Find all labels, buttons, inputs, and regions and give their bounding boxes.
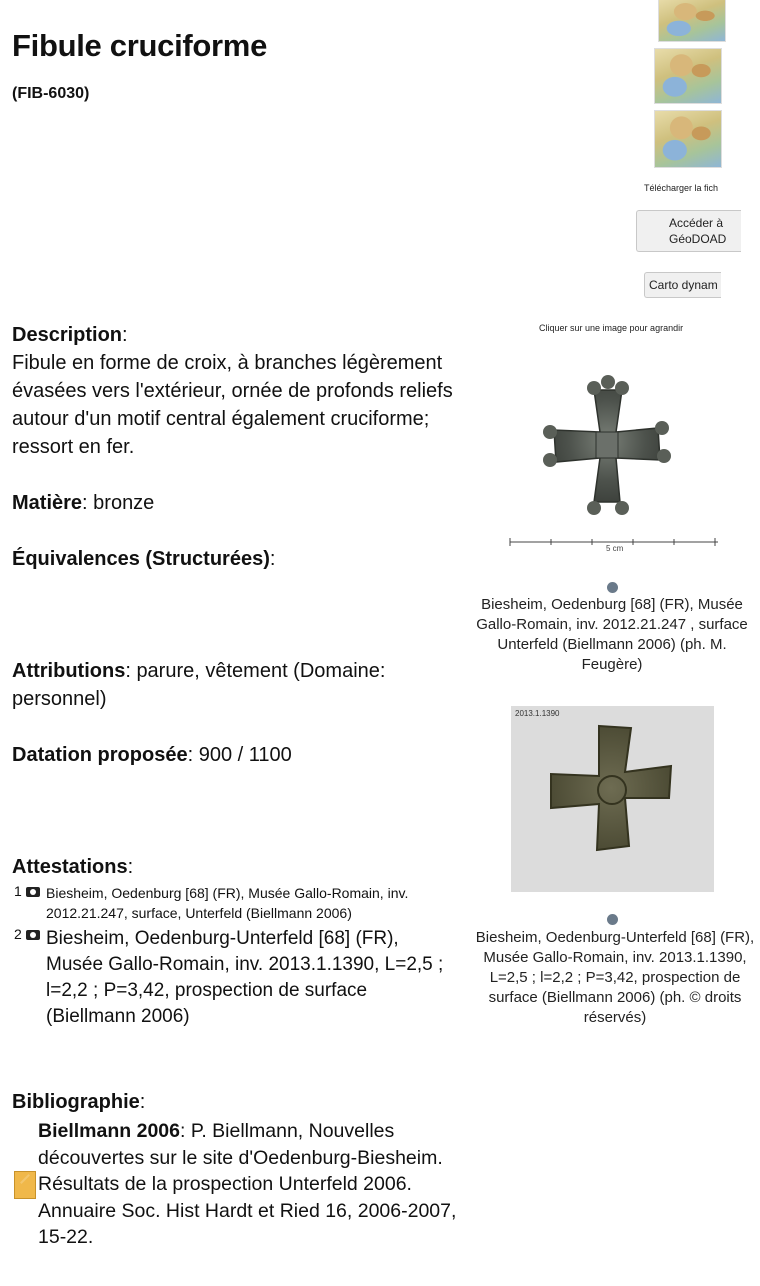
- enlarge-hint: Cliquer sur une image pour agrandir: [539, 323, 684, 333]
- carto-dynamique-button[interactable]: Carto dynam: [644, 272, 721, 298]
- camera-icon[interactable]: [26, 887, 40, 897]
- scale-label: 5 cm: [606, 544, 624, 553]
- camera-icon[interactable]: [26, 930, 40, 940]
- camera-icon[interactable]: [607, 914, 618, 925]
- description-section: Description: Fibule en forme de croix, à branches légèrement évasées vers l'extérieur, ornée de profonds reliefs autour d'un motif central également cruciforme; ressort en fer.: [12, 321, 467, 461]
- attributions-section: Attributions: parure, vêtement (Domaine: personnel): [12, 660, 386, 710]
- geodoad-button[interactable]: [636, 210, 741, 252]
- bibliographie-label: Bibliographie: [12, 1091, 140, 1113]
- bibliography-entry: Biellmann 2006: P. Biellmann, Nouvelles découvertes sur le site d'Oedenburg-Biesheim. Résultats de la prospection Unterfeld 2006. Annuaire Soc. Hist Hardt et Ried 16, 2006-2007, 15-22.: [38, 1120, 457, 1248]
- photo-1-caption: Biesheim, Oedenburg [68] (FR), Musée Gallo-Romain, inv. 2012.21.247 , surface Unterfeld (Biellmann 2006) (ph. M. Feugère): [476, 596, 748, 673]
- bibliography-text: P. Biellmann, Nouvelles découvertes sur le site d'Oedenburg-Biesheim. Résultats de la prospection Unterfeld 2006. Annuaire Soc. Hist Hardt et Ried 16, 2006-2007, 15-22.: [38, 1120, 457, 1248]
- attestation-text: Biesheim, Oedenburg-Unterfeld [68] (FR), Musée Gallo-Romain, inv. 2013.1.1390, L=2,5 ; l=2,2 ; P=3,42, prospection de surface (Biellmann 2006): [46, 928, 444, 1027]
- attestation-number: 1: [14, 883, 22, 899]
- attestation-text: Biesheim, Oedenburg [68] (FR), Musée Gallo-Romain, inv. 2012.21.247, surface, Unterfeld (Biellmann 2006): [46, 885, 409, 921]
- download-sheet-link[interactable]: Télécharger la fich: [644, 183, 719, 193]
- photo-2-caption: Biesheim, Oedenburg-Unterfeld [68] (FR), Musée Gallo-Romain, inv. 2013.1.1390, L=2,5 ; l=2,2 ; P=3,42, prospection de surface (Biellmann 2006) (ph. © droits réservés): [475, 929, 755, 1026]
- map-thumbnail-3[interactable]: [654, 110, 722, 168]
- document-icon[interactable]: [14, 1171, 36, 1199]
- datation-section: Datation proposée: 900 / 1100: [12, 744, 292, 766]
- bibliography-author[interactable]: Biellmann 2006: [38, 1120, 180, 1142]
- camera-icon[interactable]: [607, 582, 618, 593]
- equivalences-label: Équivalences (Structurées): [12, 548, 270, 570]
- attestation-number: 2: [14, 926, 22, 942]
- attributions-value: parure, vêtement (Domaine: personnel): [12, 660, 386, 710]
- attestation-item: [14, 926, 454, 1030]
- attestations-label: Attestations: [12, 856, 128, 878]
- page-title: Fibule cruciforme: [12, 28, 268, 63]
- photo-2-label: 2013.1.1390: [515, 709, 560, 718]
- matiere-value: bronze: [93, 492, 155, 514]
- description-label: Description: [12, 324, 123, 346]
- datation-label: Datation proposée: [12, 744, 188, 766]
- datation-value: 900 / 1100: [198, 744, 292, 766]
- attributions-label: Attributions: [12, 660, 126, 682]
- equivalences-section: Équivalences (Structurées):: [12, 548, 276, 570]
- object-reference: (FIB-6030): [12, 85, 90, 102]
- cross-brooch-image: [510, 370, 720, 555]
- map-thumbnail-2[interactable]: [654, 48, 722, 104]
- attestations-section: Attestations:: [12, 856, 134, 878]
- map-thumbnail-1[interactable]: [658, 0, 726, 42]
- bibliographie-section: Bibliographie:: [12, 1091, 146, 1113]
- matiere-section: Matière: bronze: [12, 492, 155, 514]
- description-text: Fibule en forme de croix, à branches légèrement évasées vers l'extérieur, ornée de profonds reliefs autour d'un motif central également cruciforme; ressort en fer.: [12, 352, 453, 458]
- matiere-label: Matière: [12, 492, 83, 514]
- map-thumbnails: [654, 0, 720, 170]
- geodoad-label-1: Accéder à: [669, 216, 724, 230]
- photo-1[interactable]: [510, 370, 720, 555]
- cross-brooch-photo: [511, 706, 714, 892]
- attestation-item: [14, 883, 434, 923]
- geodoad-label-2: GéoDOAD: [669, 232, 727, 246]
- photo-2[interactable]: [511, 706, 714, 892]
